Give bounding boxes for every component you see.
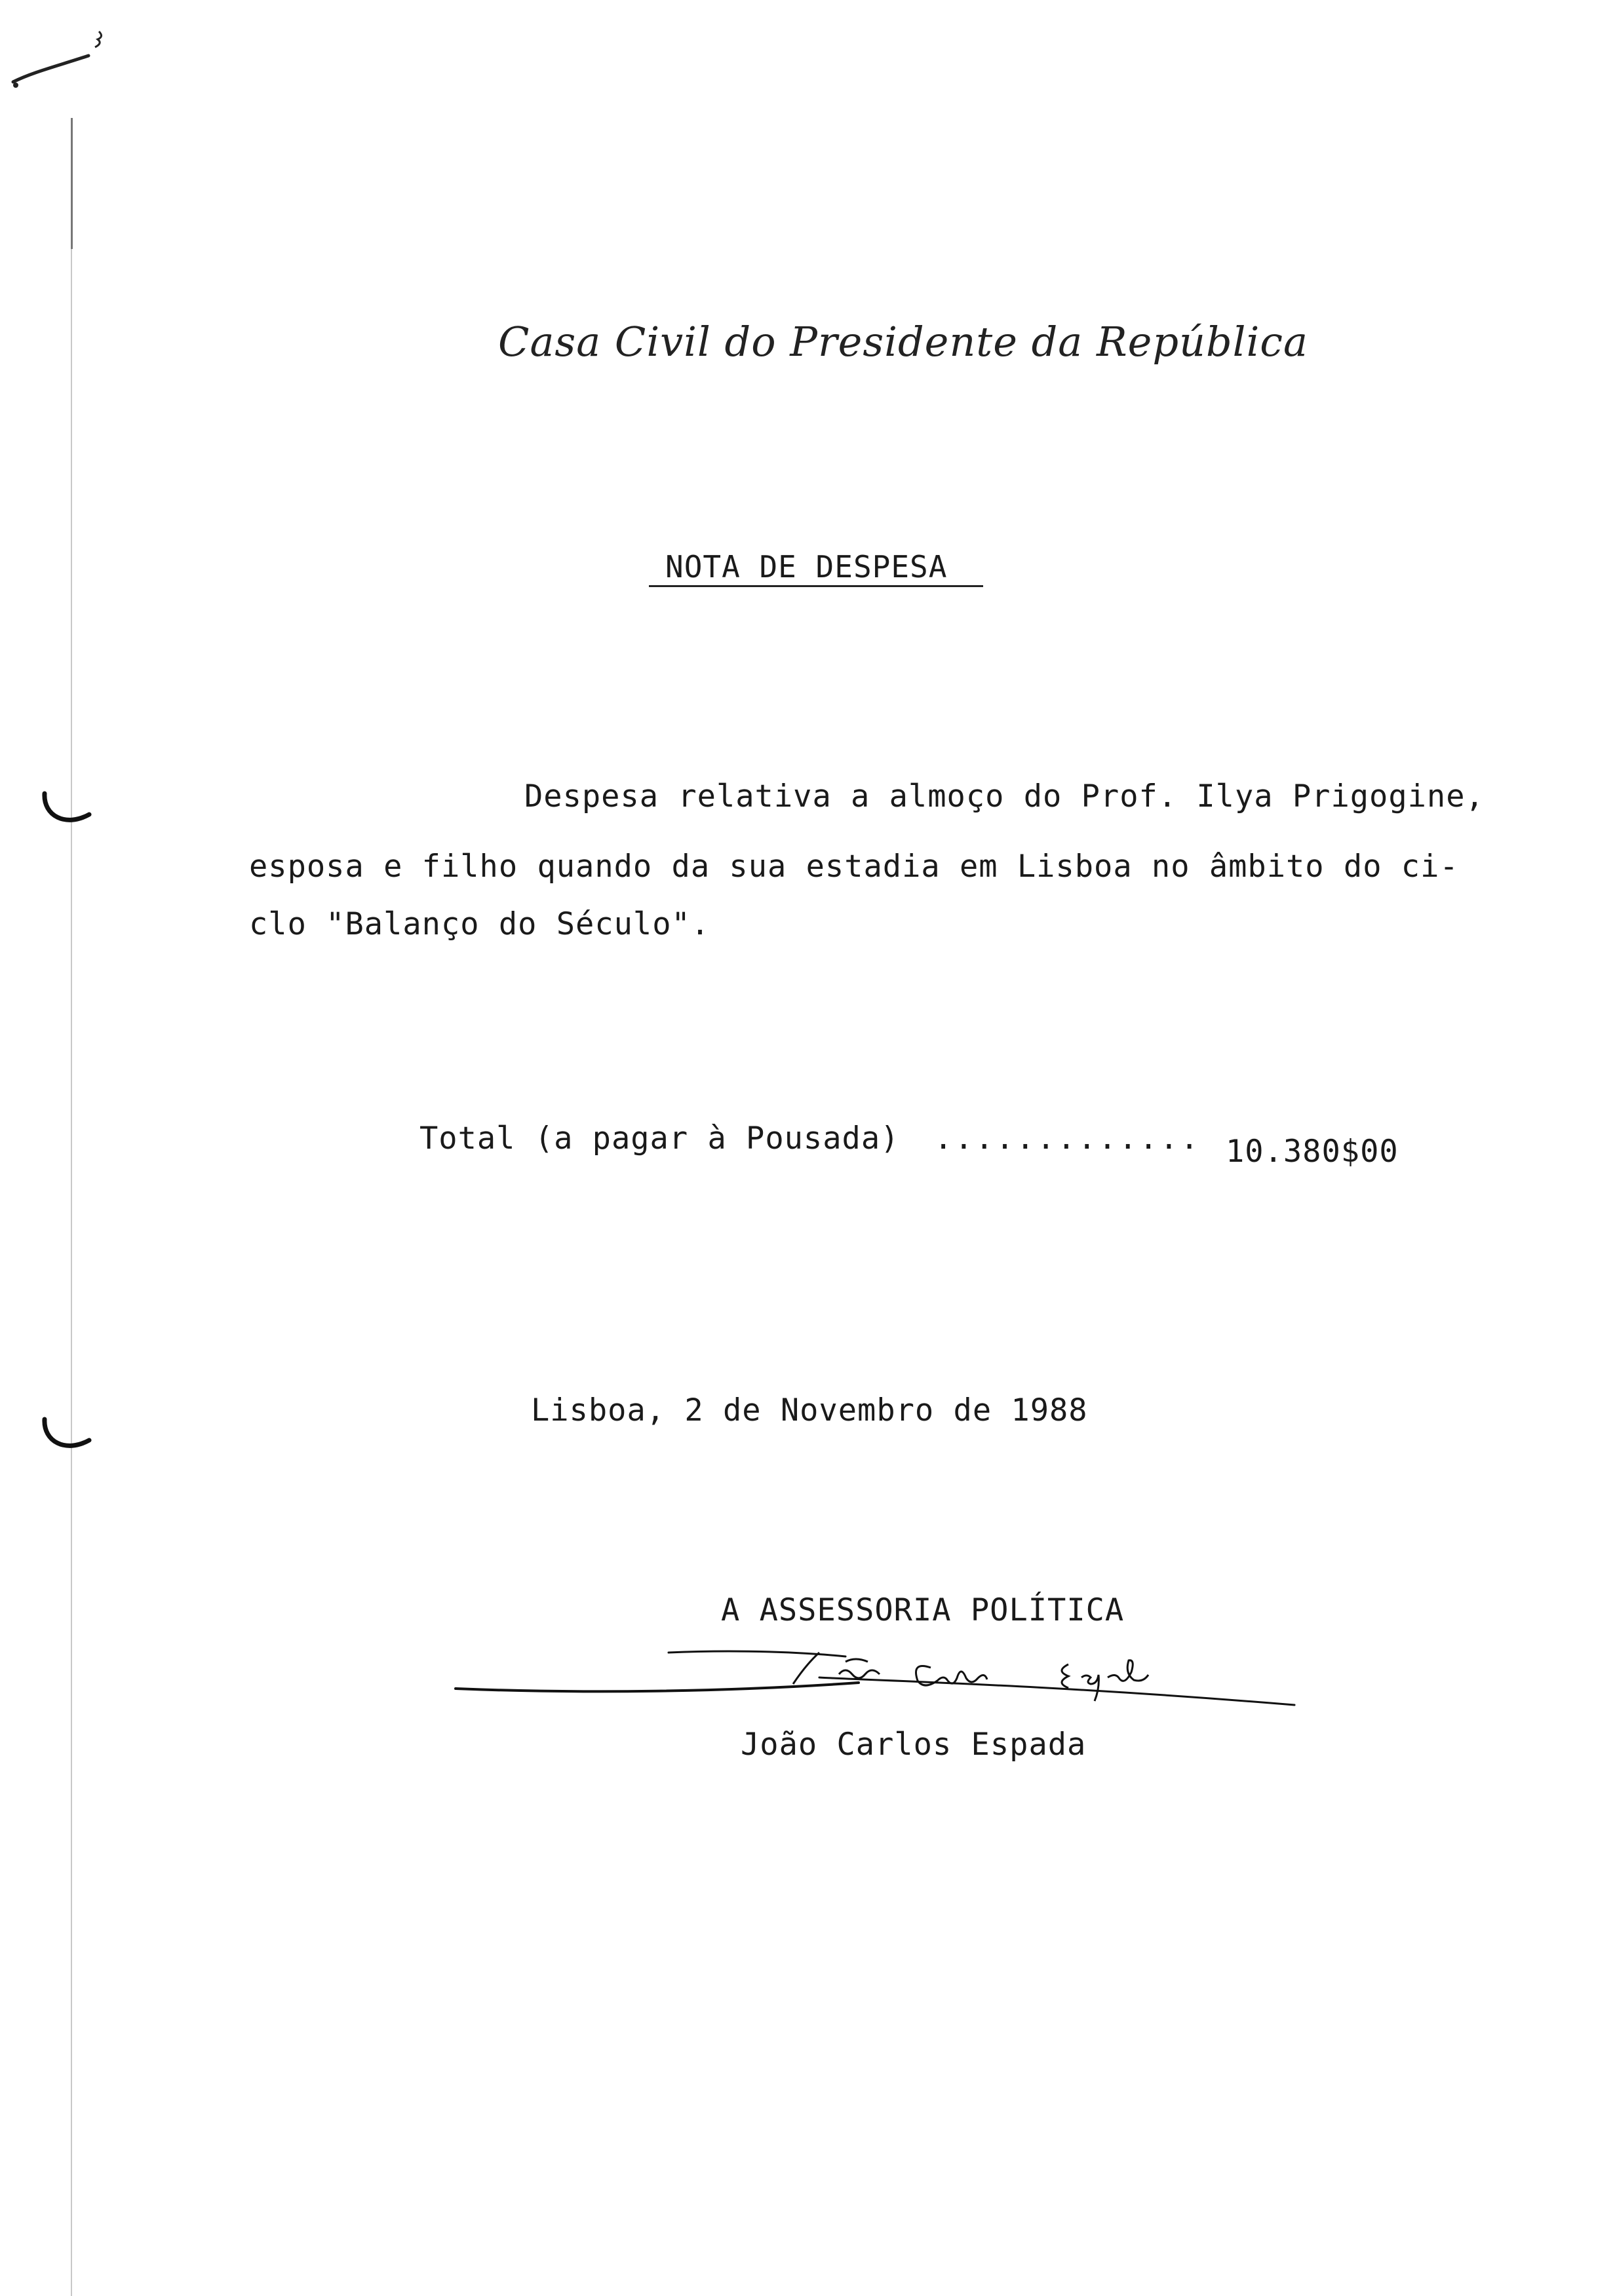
margin-line [71,118,72,2296]
letterhead: Casa Civil do Presidente da República [498,318,1308,366]
punch-hole-mark [39,790,92,829]
place-date: Lisboa, 2 de Novembro de 1988 [531,1392,1088,1428]
margin-line-mark [71,118,73,249]
department-name: A ASSESSORIA POLÍTICA [721,1592,1125,1628]
body-line: clo "Balanço do Século". [249,906,710,942]
title-underline [649,585,983,587]
body-line: Despesa relativa a almoço do Prof. Ilya Prigogine, [524,778,1485,814]
body-line: esposa e filho quando da sua estadia em Lisboa no âmbito do ci- [249,849,1459,885]
total-value: 10.380$00 [1226,1134,1399,1170]
total-label: Total (a pagar à Pousada) [419,1120,900,1157]
punch-hole-mark [39,1415,92,1455]
corner-pen-mark [7,20,118,92]
document-title: NOTA DE DESPESA [665,549,948,584]
total-leader-dots: ............. [934,1120,1201,1157]
signer-name: João Carlos Espada [741,1727,1087,1763]
